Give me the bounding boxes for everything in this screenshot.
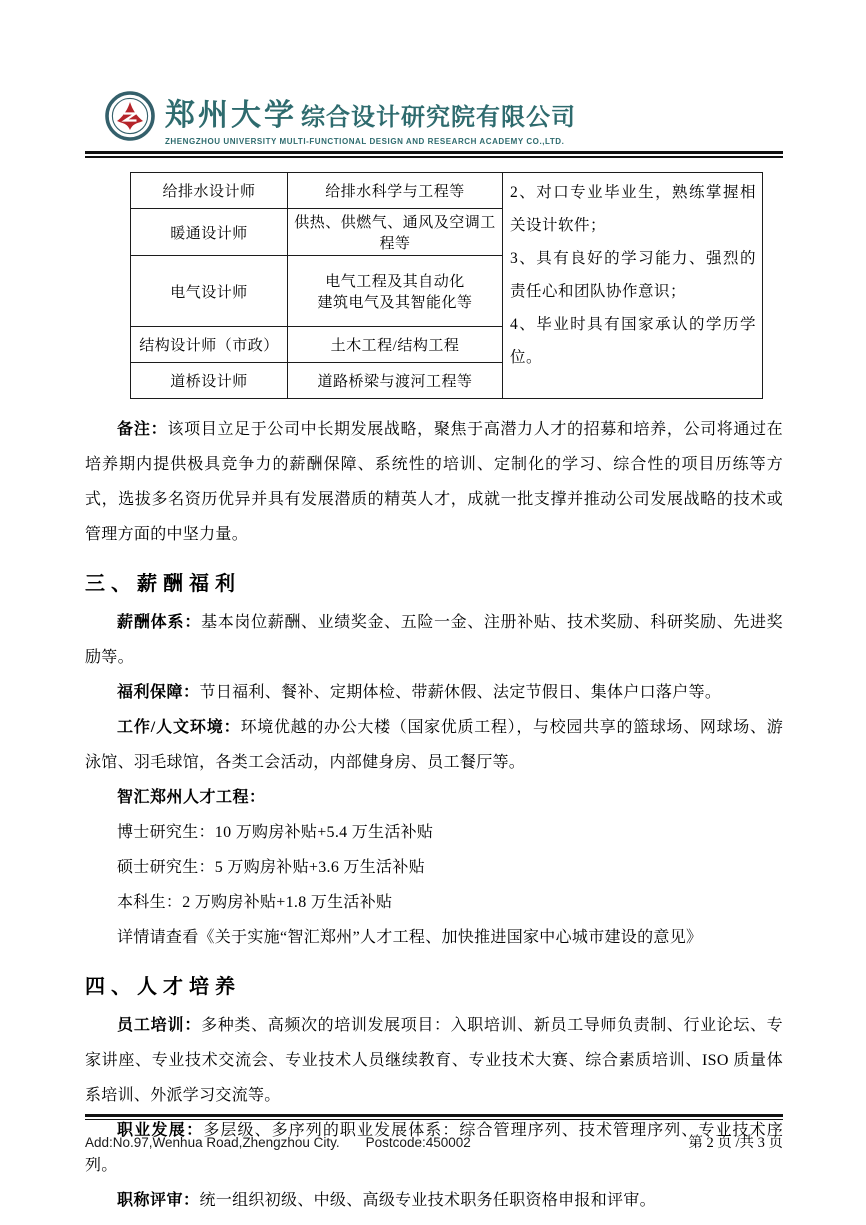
welfare-paragraph: 福利保障：节日福利、餐补、定期体检、带薪休假、法定节假日、集体户口落户等。 — [117, 684, 722, 701]
position-cell: 电气设计师 — [131, 256, 288, 327]
letterhead — [105, 90, 783, 146]
talent-line-details: 详情请查看《关于实施“智汇郑州”人才工程、加快推进国家中心城市建设的意见》 — [117, 929, 703, 946]
page-footer — [85, 1114, 783, 1152]
header-divider — [85, 151, 783, 158]
footer-postcode: Postcode:450002 — [365, 1135, 471, 1150]
requirement-item: 3、具有良好的学习能力、强烈的责任心和团队协作意识； — [510, 250, 756, 300]
environment-label: 工作/人文环境： — [117, 719, 241, 736]
talent-line-master: 硕士研究生：5 万购房补贴+3.6 万生活补贴 — [117, 859, 425, 876]
requirements-cell — [503, 173, 763, 399]
footer-divider — [85, 1114, 783, 1120]
university-emblem-icon — [105, 91, 155, 146]
major-cell: 土木工程/结构工程 — [288, 327, 503, 363]
section-heading-compensation: 三、薪酬福利 — [85, 573, 241, 595]
position-cell: 结构设计师（市政） — [131, 327, 288, 363]
requirement-item: 4、毕业时具有国家承认的学历学位。 — [510, 316, 756, 366]
training-paragraph: 员工培训：多种类、高频次的培训发展项目：入职培训、新员工导师负责制、行业论坛、专家讲座、专业技术交流会、专业技术人员继续教育、专业技术大赛、综合素质培训、ISO 质量体系培训、外派学习交流等。 — [85, 1017, 783, 1104]
salary-system-paragraph: 薪酬体系：基本岗位薪酬、业绩奖金、五险一金、注册补贴、技术奖励、科研奖励、先进奖励等。 — [85, 614, 783, 666]
remark-paragraph: 备注：该项目立足于公司中长期发展战略，聚焦于高潜力人才的招募和培养，公司将通过在培养期内提供极具竞争力的薪酬保障、系统性的培训、定制化的学习、综合性的项目历练等方式，选拔多名资历优异并具有发展潜质的精英人才，成就一批支撑并推动公司发展战略的技术或管理方面的中坚力量。 — [85, 421, 783, 543]
page-number: 第 2 页 /共 3 页 — [688, 1135, 783, 1151]
major-cell: 供热、供燃气、通风及空调工程等 — [288, 209, 503, 256]
company-name-calligraphy: 郑州大学 — [165, 99, 297, 132]
salary-system-label: 薪酬体系： — [117, 614, 202, 631]
company-name-zh: 综合设计研究院有限公司 — [301, 104, 576, 131]
company-name-en: ZHENGZHOU UNIVERSITY MULTI-FUNCTIONAL DESIGN AND RESEARCH ACADEMY CO.,LTD. — [165, 137, 565, 146]
environment-paragraph: 工作/人文环境：环境优越的办公大楼（国家优质工程），与校园共享的篮球场、网球场、游泳馆、羽毛球馆，各类工会活动，内部健身房、员工餐厅等。 — [85, 719, 783, 771]
section-heading-training: 四、人才培养 — [85, 976, 241, 998]
talent-line-doctor: 博士研究生：10 万购房补贴+5.4 万生活补贴 — [117, 824, 434, 841]
company-name-block — [165, 90, 576, 146]
major-cell: 给排水科学与工程等 — [288, 173, 503, 209]
title-review-paragraph: 职称评审：统一组织初级、中级、高级专业技术职务任职资格申报和评审。 — [117, 1192, 656, 1209]
major-cell: 道路桥梁与渡河工程等 — [288, 363, 503, 399]
table-row — [131, 173, 763, 209]
training-label: 员工培训： — [117, 1017, 202, 1034]
position-cell: 给排水设计师 — [131, 173, 288, 209]
welfare-label: 福利保障： — [117, 684, 200, 701]
career-label: 职业发展： — [117, 1122, 204, 1139]
position-cell: 道桥设计师 — [131, 363, 288, 399]
talent-project-heading: 智汇郑州人才工程： — [117, 789, 266, 806]
title-review-label: 职称评审： — [117, 1192, 200, 1209]
remark-label: 备注： — [117, 421, 168, 438]
positions-table — [130, 172, 763, 399]
footer-address: Add:No.97,Wenhua Road,Zhengzhou City. — [85, 1135, 340, 1150]
major-cell: 电气工程及其自动化 建筑电气及其智能化等 — [288, 256, 503, 327]
talent-line-bachelor: 本科生：2 万购房补贴+1.8 万生活补贴 — [117, 894, 393, 911]
position-cell: 暖通设计师 — [131, 209, 288, 256]
requirement-item: 2、对口专业毕业生，熟练掌握相关设计软件； — [510, 184, 756, 234]
career-paragraph: 职业发展：多层级、多序列的职业发展体系：综合管理序列、技术管理序列、专业技术序列。 — [85, 1122, 783, 1174]
